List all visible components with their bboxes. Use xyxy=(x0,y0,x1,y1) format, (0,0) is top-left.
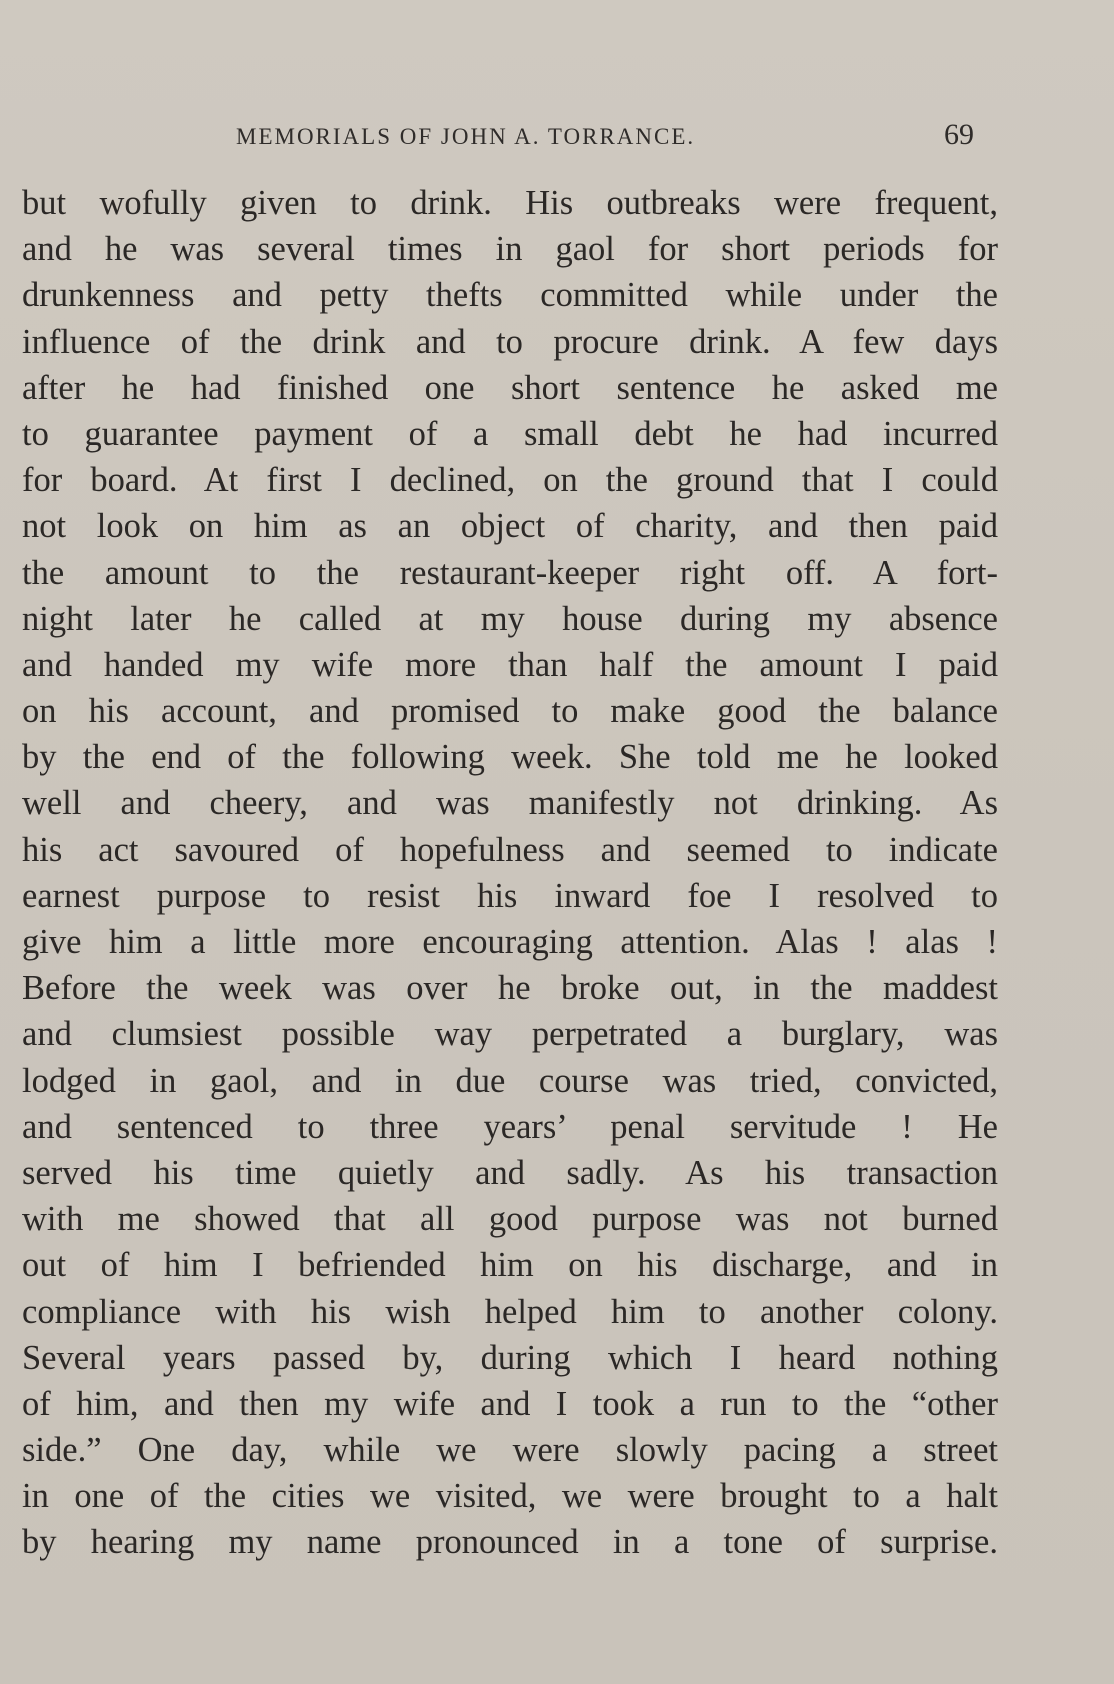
text-line: influence of the drink and to procure drink. A few days xyxy=(22,322,998,361)
text-line: on his account, and promised to make good the balance xyxy=(22,692,998,731)
text-line: not look on him as an object of charity, and then paid xyxy=(22,507,998,546)
text-line: side.” One day, while we were slowly pacing a street xyxy=(22,1431,998,1470)
text-line: earnest purpose to resist his inward foe I resolved to xyxy=(22,876,998,915)
text-line: by hearing my name pronounced in a tone of surprise. xyxy=(22,1523,998,1562)
text-line: Several years passed by, during which I heard nothing xyxy=(22,1338,998,1377)
text-line: served his time quietly and sadly. As his transaction xyxy=(22,1153,998,1192)
running-title: MEMORIALS OF JOHN A. TORRANCE. xyxy=(236,124,696,149)
text-line: for board. At first I declined, on the ground that I could xyxy=(22,461,998,500)
text-line: and clumsiest possible way perpetrated a burglary, was xyxy=(22,1015,998,1054)
text-line: night later he called at my house during my absence xyxy=(22,599,998,638)
text-line: drunkenness and petty thefts committed while under the xyxy=(22,276,998,315)
page-number: 69 xyxy=(944,118,974,151)
text-line: with me showed that all good purpose was not burned xyxy=(22,1200,998,1239)
text-line: by the end of the following week. She told me he looked xyxy=(22,738,998,777)
text-line: well and cheery, and was manifestly not drinking. As xyxy=(22,784,998,823)
text-line: after he had finished one short sentence he asked me xyxy=(22,368,998,407)
text-line: his act savoured of hopefulness and seemed to indicate xyxy=(22,830,998,869)
text-line: to guarantee payment of a small debt he had incurred xyxy=(22,414,998,453)
running-head xyxy=(0,118,1114,158)
text-line: out of him I befriended him on his discharge, and in xyxy=(22,1246,998,1285)
text-line: but wofully given to drink. His outbreaks were frequent, xyxy=(22,184,998,222)
text-line: Before the week was over he broke out, in the maddest xyxy=(22,969,998,1008)
text-line: and sentenced to three years’ penal servitude ! He xyxy=(22,1107,998,1146)
text-line: in one of the cities we visited, we were brought to a halt xyxy=(22,1477,998,1516)
text-line: give him a little more encouraging attention. Alas ! alas ! xyxy=(22,923,998,961)
text-line: the amount to the restaurant-keeper right off. A fort- xyxy=(22,553,998,592)
text-line: and he was several times in gaol for short periods for xyxy=(22,230,998,269)
body-text xyxy=(22,180,998,1566)
text-line: and handed my wife more than half the amount I paid xyxy=(22,645,998,684)
text-line: lodged in gaol, and in due course was tried, convicted, xyxy=(22,1061,998,1100)
text-line: compliance with his wish helped him to another colony. xyxy=(22,1292,998,1331)
text-line: of him, and then my wife and I took a run to the “other xyxy=(22,1384,998,1423)
